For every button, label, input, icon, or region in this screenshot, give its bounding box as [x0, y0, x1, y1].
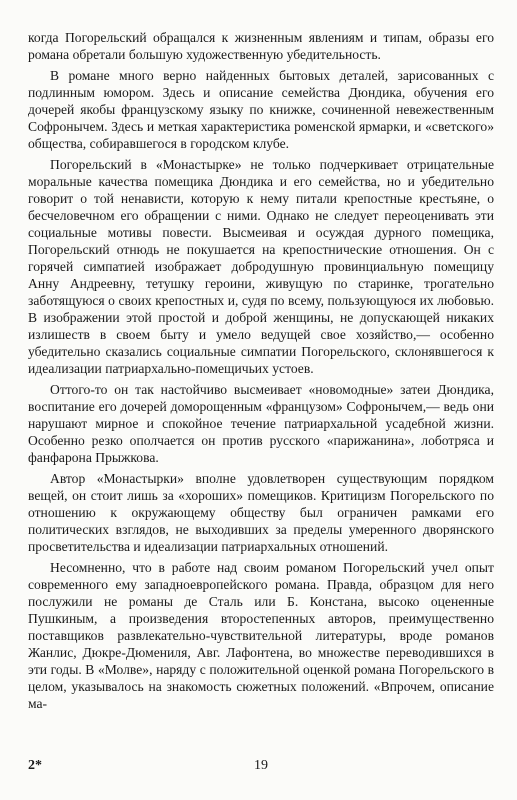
page-footer — [28, 758, 494, 778]
body-text — [28, 29, 494, 712]
printer-signature-mark: 2* — [28, 758, 42, 773]
paragraph-ridicule: Оттого-то он так настойчиво высмеивает «новомодные» затеи Дюндика, воспитание его дочерей доморощенным «французом» Софронычем,— ведь они нарушают мирное и спокойное течение патриархальной усадебной жизни. Особенно резко ополчается он против русского «парижанина», лоботряса и фанфарона Прыжкова. — [28, 382, 494, 465]
paragraph-continuation: когда Погорельский обращался к жизненным явлениям и типам, образы его романа обретали большую художественную убедительность. — [28, 30, 494, 62]
page-number: 19 — [254, 758, 268, 773]
paragraph-western-novel: Несомненно, что в работе над своим романом Погорельский учел опыт современного ему западноевропейского романа. Правда, образцом для него послужили не романы де Сталь или Б. Констана, высоко оцененные Пушкиным, а произведения второстепенных авторов, преимущественно поставщиков развлекательно-чувствительной литературы, вроде романов Жанлис, Дюкре-Дюмениля, Авг. Лафонтена, во множестве переводившихся в эти годы. В «Молве», наряду с положительной оценкой романа Погорельского в целом, указывалось на знакомость сюжетных положений. «Впрочем, описание ма- — [28, 560, 494, 711]
paragraph-moral-qualities: Погорельский в «Монастырке» не только подчеркивает отрицательные моральные качества помещика Дюндика и его семейства, но и убедительно говорит о той ненависти, которую к нему питали крепостные крестьяне, о бесчеловечном его обращении с ними. Однако не следует переоценивать эти социальные мотивы повести. Высмеивая и осуждая дурного помещика, Погорельский отнюдь не покушается на крепостнические отношения. Он с горячей симпатией изображает добродушную провинциальную помещицу Анну Андреевну, тетушку героини, живущую по старинке, трогательно заботящуюся о своих крепостных и, судя по всему, пользующуюся их любовью. В изображении этой простой и доброй женщины, не допускающей никаких излишеств в своем быту и умело ведущей свое хозяйство,— особенно убедительно сказались социальные симпатии Погорельского, склонявшегося к идеализации патриархально-помещичьих устоев. — [28, 157, 494, 376]
paragraph-author-satisfied: Автор «Монастырки» вполне удовлетворен существующим порядком вещей, он стоит лишь за «хороших» помещиков. Критицизм Погорельского по отношению к окружающему обществу был ограничен рамками его политических взглядов, не выходивших за пределы умеренного дворянского просветительства и идеализации патриархальных отношений. — [28, 471, 494, 554]
paragraph-everyday-details: В романе много верно найденных бытовых деталей, зарисованных с подлинным юмором. Здесь и описание семейства Дюндика, обучения его дочерей якобы французскому языку по книжке, сочиненной невежественным Софронычем. Здесь и меткая характеристика роменской ярмарки, и «светского» общества, собиравшегося в городском клубе. — [28, 68, 494, 151]
